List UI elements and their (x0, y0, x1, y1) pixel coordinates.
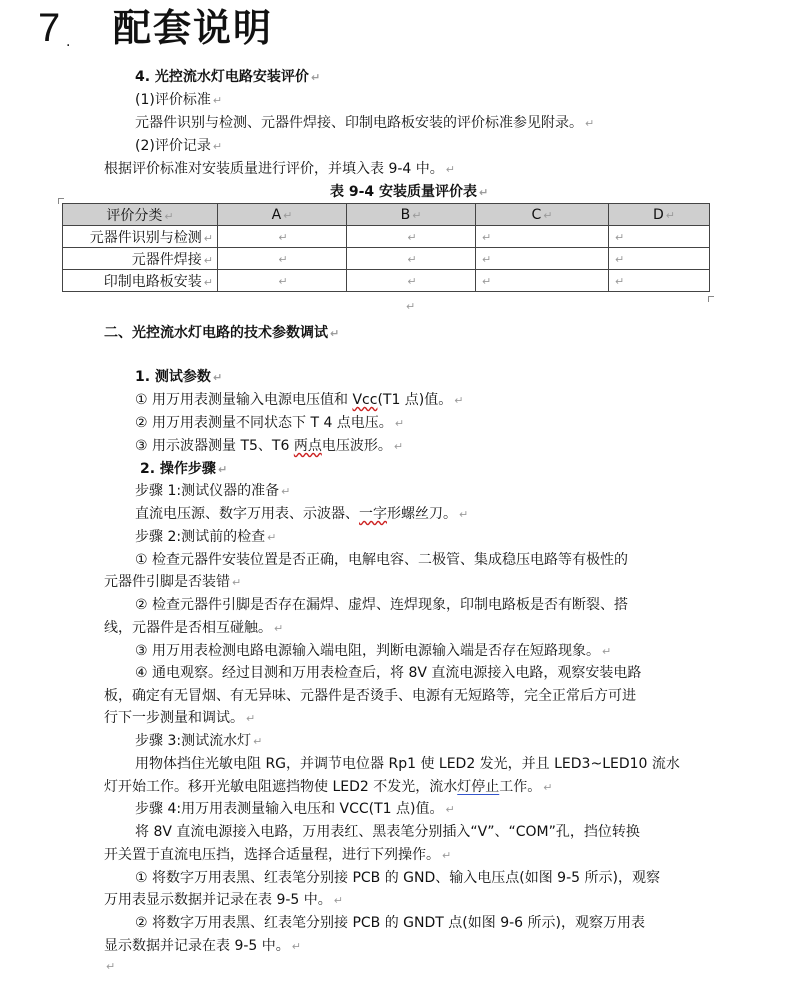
eval-standard-text: 元器件识别与检测、元器件焊接、印制电路板安装的评价标准参见附录。 ↵ (135, 115, 595, 131)
test-item-3: ③ 用示波器测量 T5、T6 两点电压波形。 ↵ (135, 438, 404, 454)
step-3-line-1: 用物体挡住光敏电阻 RG，并调节电位器 Rp1 使 LED2 发光，并且 LED3~LED10 流水 (135, 756, 680, 772)
quality-eval-table (62, 203, 710, 292)
table-row (63, 270, 710, 292)
measure-1-line-2: 万用表显示数据并记录在表 9-5 中。 ↵ (104, 892, 343, 908)
table-cell: ↵ (609, 248, 710, 270)
check-1-line-2: 元器件引脚是否装错 ↵ (104, 574, 242, 590)
section-number: 7 (38, 6, 61, 50)
check-2-line-2: 线，元器件是否相互碰触。 ↵ (104, 620, 284, 636)
check-1-line-1: ① 检查元器件安装位置是否正确，电解电容、二极管、集成稳压电路等有极性的 (135, 552, 628, 568)
para-mark: ↵ (310, 71, 321, 84)
table-cell: ↵ (609, 270, 710, 292)
table-cell: ↵ (347, 248, 476, 270)
table-cell: ↵ (218, 226, 347, 248)
step-4-line-1: 将 8V 直流电源接入电路，万用表红、黑表笔分别插入“V”、“COM”孔，挡位转换 (135, 824, 640, 840)
section-title: 配套说明 (113, 6, 274, 50)
table-cell: ↵ (476, 226, 609, 248)
table-row (63, 226, 710, 248)
table-cell: ↵ (347, 226, 476, 248)
eval-record-text: 根据评价标准对安装质量进行评价，并填入表 9-4 中。 ↵ (104, 161, 455, 177)
header-cell: A ↵ (218, 204, 347, 226)
header-cell: B ↵ (347, 204, 476, 226)
para-mark: ↵ (212, 94, 223, 107)
step-3-line-2: 灯开始工作。移开光敏电阻遮挡物使 LED2 不发光，流水灯停止工作。 ↵ (104, 779, 553, 795)
check-4-line-3: 行下一步测量和调试。 ↵ (104, 710, 256, 726)
para-mark: ↵ (212, 140, 223, 153)
step-1-text: 直流电压源、数字万用表、示波器、一字形螺丝刀。 ↵ (135, 506, 469, 522)
check-4-line-2: 板，确定有无冒烟、有无异味、元器件是否烫手、电源有无短路等，完全正常后方可进 (104, 688, 636, 704)
check-3: ③ 用万用表检测电路电源输入端电阻，判断电源输入端是否存在短路现象。 ↵ (135, 643, 612, 659)
table-cell: ↵ (476, 248, 609, 270)
table-cell: ↵ (218, 270, 347, 292)
section-number-dot: . (66, 34, 71, 50)
measure-2-line-1: ② 将数字万用表黑、红表笔分别接 PCB 的 GNDT 点(如图 9-6 所示)，观察万用表 (135, 915, 645, 931)
eval-standard-label: (1)评价标准 ↵ (135, 92, 223, 108)
measure-1-line-1: ① 将数字万用表黑、红表笔分别接 PCB 的 GND、输入电压点(如图 9-5 所示)，观察 (135, 870, 660, 886)
table-cell: ↵ (347, 270, 476, 292)
eval-record-label: (2)评价记录 ↵ (135, 138, 223, 154)
row-category: 元器件焊接 ↵ (63, 248, 218, 270)
para-mark: ↵ (445, 163, 455, 176)
header-cell: D ↵ (609, 204, 710, 226)
table-corner-mark (708, 296, 714, 302)
table-cell: ↵ (476, 270, 609, 292)
row-category: 印制电路板安装 ↵ (63, 270, 218, 292)
para-mark: ↵ (406, 300, 416, 313)
para-mark: ↵ (106, 960, 116, 973)
header-cell: C ↵ (476, 204, 609, 226)
step-4-line-2: 开关置于直流电压挡，选择合适量程，进行下列操作。 ↵ (104, 847, 452, 863)
test-item-1: ① 用万用表测量输入电源电压值和 Vcc(T1 点)值。 ↵ (135, 392, 464, 408)
tech-params-title: 二、光控流水灯电路的技术参数调试 ↵ (104, 325, 340, 341)
test-params-title: 1. 测试参数 ↵ (135, 369, 223, 385)
table-cell: ↵ (218, 248, 347, 270)
measure-2-line-2: 显示数据并记录在表 9-5 中。 ↵ (104, 938, 301, 954)
check-2-line-1: ② 检查元器件引脚是否存在漏焊、虚焊、连焊现象，印制电路板是否有断裂、搭 (135, 597, 628, 613)
table-caption: 表 9-4 安装质量评价表 ↵ (330, 184, 489, 200)
para-mark: ↵ (479, 186, 489, 199)
install-eval-title: 4. 光控流水灯电路安装评价 ↵ (135, 69, 321, 85)
step-3-label: 步骤 3:测试流水灯 ↵ (135, 733, 263, 749)
step-2-label: 步骤 2:测试前的检查 ↵ (135, 529, 277, 545)
check-4-line-1: ④ 通电观察。经过目测和万用表检查后，将 8V 直流电源接入电路，观察安装电路 (135, 665, 642, 681)
table-cell: ↵ (609, 226, 710, 248)
row-category: 元器件识别与检测 ↵ (63, 226, 218, 248)
step-4-label: 步骤 4:用万用表测量输入电压和 VCC(T1 点)值。 ↵ (135, 801, 455, 817)
para-mark: ↵ (585, 117, 595, 130)
header-cell: 评价分类 ↵ (63, 204, 218, 226)
ops-title: 2. 操作步骤 ↵ (140, 461, 228, 477)
step-1-label: 步骤 1:测试仪器的准备 ↵ (135, 483, 291, 499)
table-row (63, 248, 710, 270)
test-item-2: ② 用万用表测量不同状态下 T 4 点电压。 ↵ (135, 415, 405, 431)
table-header-row (63, 204, 710, 226)
